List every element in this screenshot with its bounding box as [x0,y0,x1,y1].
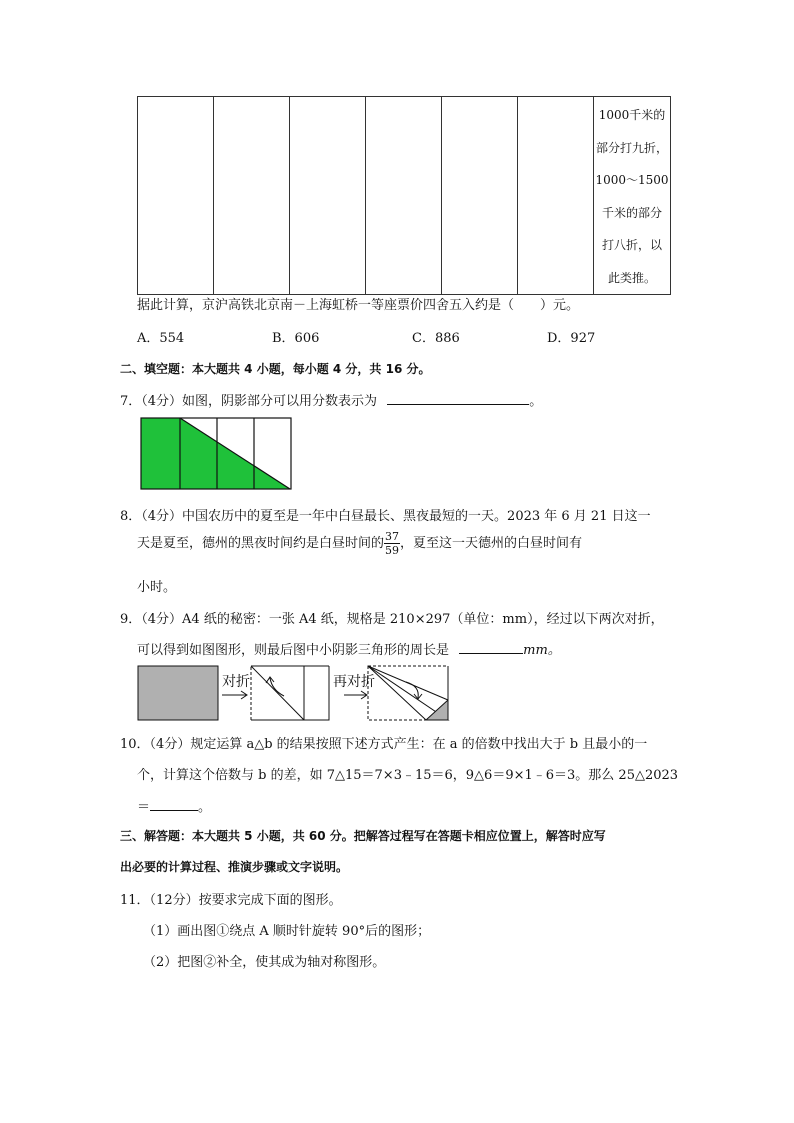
q9-small-shaded-triangle [426,700,448,720]
q7-shaded-figure [140,417,294,491]
section-3-heading: 三、解答题：本大题共 5 小题，共 60 分。把解答过程写在答题卡相应位置上，解答时应写 [120,829,606,843]
q6-option-c[interactable]: C．886 [412,331,460,346]
q8-fraction: $\frac{37}{59}$ [385,530,400,557]
q7-shaded-region [141,418,290,489]
q10-line1: 10．（4分）规定运算 a△b 的结果按照下述方式产生：在 a 的倍数中找出大于 b 且最小的一 [120,737,648,752]
q11-title: 11．（12分）按要求完成下面的图形。 [120,893,342,908]
section-3-subheading: 出必要的计算过程、推演步骤或文字说明。 [120,860,349,874]
q8-line2: 天是夏至，德州的黑夜时间约是白昼时间的 $\frac{37}{59}$ ，夏至这一天德州的白昼时间有 [137,530,583,557]
q7-text: 7．（4分）如图，阴影部分可以用分数表示为 。 [120,394,543,409]
table-cell [214,97,290,295]
q11-sub2: （2）把图②补全，使其成为轴对称图形。 [143,955,386,970]
table-cell [366,97,442,295]
q8-line3: 小时。 [137,580,177,595]
table-cell [138,97,214,295]
q10-line2: 个，计算这个倍数与 b 的差，如 7△15＝7×3﹣15＝6，9△6＝9×1﹣6＝3。那么 25△2023 [137,768,679,783]
table-cell [518,97,594,295]
q8-line1: 8．（4分）中国农历中的夏至是一年中白昼最长、黑夜最短的一天。2023 年 6 月 21 日这一 [120,509,651,524]
q9-fold-label-2: 再对折 [333,674,375,690]
q6-option-d[interactable]: D．927 [547,331,596,346]
table-cell [290,97,366,295]
q9-line1: 9．（4分）A4 纸的秘密：一张 A4 纸，规格是 210×297（单位：mm），经过以下两次对折， [120,612,664,627]
q9-folding-figure [136,662,456,722]
q11-sub1: （1）画出图①绕点 A 顺时针旋转 90°后的图形； [143,924,431,939]
table-cell [442,97,518,295]
fare-table [137,96,671,295]
q6-option-a[interactable]: A．554 [137,331,185,346]
q7-answer-blank[interactable] [387,392,529,405]
q9-answer-blank[interactable] [459,641,523,654]
q9-line2: 可以得到如图图形，则最后图中小阴影三角形的周长是 mm。 [137,643,561,658]
q10-line3: ＝ 。 [137,800,212,815]
q10-answer-blank[interactable] [150,798,198,811]
q9-fold-label-1: 对折 [222,674,250,690]
q6-option-b[interactable]: B．606 [272,331,320,346]
q6-question-text: 据此计算，京沪高铁北京南－上海虹桥一等座票价四舍五入约是（ ）元。 [137,298,580,313]
table-cell-discount-rule: 1000千米的 部分打九折， 1000～1500 千米的部分 打八折，以 此类推。 [594,97,671,295]
section-2-heading: 二、填空题：本大题共 4 小题，每小题 4 分，共 16 分。 [120,362,431,376]
